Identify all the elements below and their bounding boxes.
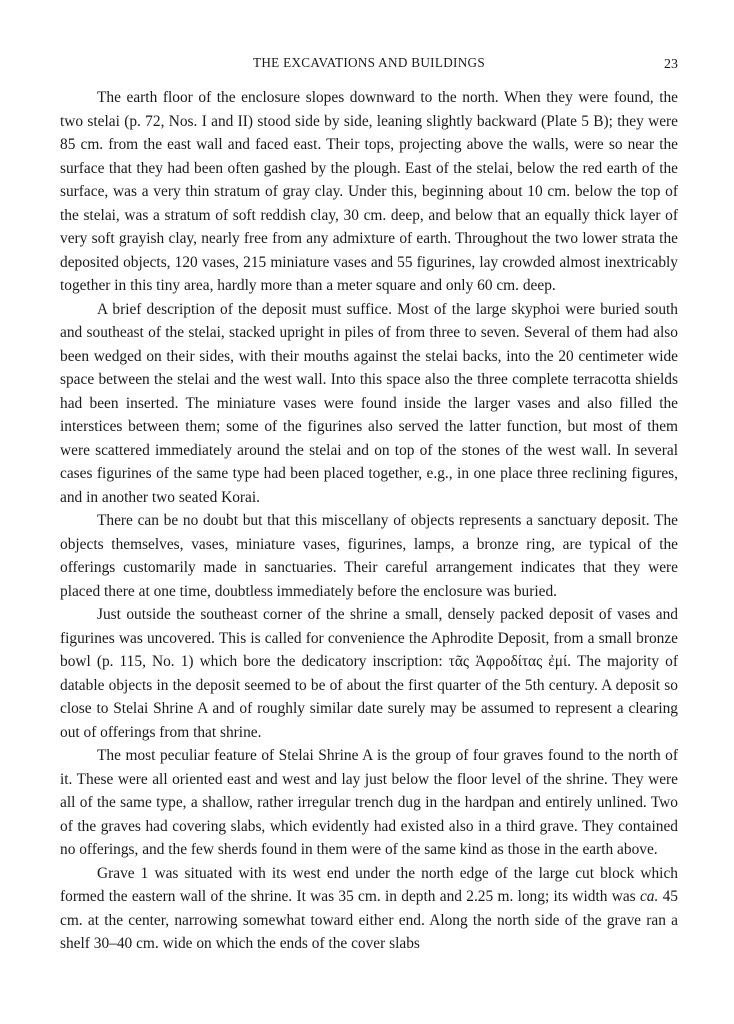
body-text — [60, 86, 678, 956]
paragraph-aphrodite-deposit — [60, 603, 678, 744]
greek-inscription: τᾶς Ἀφροδίτας ἐμί. — [448, 653, 571, 670]
grave1-text-after: 45 cm. at the center, narrowing somewhat toward either end. Along the north side of the grave ran a shelf 30–40 cm. wide on which the ends of the cover slabs — [60, 888, 678, 952]
page-number: 23 — [664, 57, 678, 72]
running-title: THE EXCAVATIONS AND BUILDINGS — [252, 55, 486, 70]
grave1-italic-ca: ca. — [639, 888, 659, 905]
aphrodite-text-after: The majority of datable objects in the deposit seemed to be of about the first quarter of the 5th century. A deposit so close to Stelai Shrine A and of roughly similar date surely may be assumed to represent a clearing out of offerings from that shrine. — [60, 653, 678, 741]
running-head — [60, 52, 678, 74]
paragraph-grave-1 — [60, 862, 678, 956]
paragraph-deposit-description: A brief description of the deposit must suffice. Most of the large skyphoi were buried south and southeast of the stelai, stacked upright in piles of from three to seven. Several of them had also been wedged on their sides, with their mouths against the stelai backs, into the 20 centimeter wide space between the stelai and the west wall. Into this space also the three complete terracotta shields had been inserted. The miniature vases were found inside the larger vases and also filled the interstices between them; some of the figurines also served the latter function, but most of them were scattered immediately around the stelai and on top of the stones of the west wall. In several cases figurines of the same type had been placed together, e.g., in one place three reclining figures, and in another two seated Korai. — [60, 300, 678, 506]
aphrodite-text-before: Just outside the southeast corner of the shrine a small, densely packed deposit of vases and figurines was uncovered. This is called for convenience the Aphrodite Deposit, from a small bronze bowl (p. 115, No. 1) which bore the dedicatory inscription: — [60, 606, 678, 670]
paragraph-sanctuary-deposit: There can be no doubt but that this miscellany of objects represents a sanctuary deposit. The objects themselves, vases, miniature vases, figurines, lamps, a bronze ring, are typical of the offerings customarily made in sanctuaries. Their careful arrangement indicates that they were placed there at one time, doubtless immediately before the enclosure was buried. — [60, 512, 678, 600]
paragraph-stelai-position: The earth floor of the enclosure slopes downward to the north. When they were found, the two stelai (p. 72, Nos. I and II) stood side by side, leaning slightly backward (Plate 5 B); they were 85 cm. from the east wall and faced east. Their tops, projecting above the walls, were so near the surface that they had been often gashed by the plough. East of the stelai, below the red earth of the surface, was a very thin stratum of gray clay. Under this, beginning about 10 cm. below the top of the stelai, was a stratum of soft reddish clay, 30 cm. deep, and below that an equally thick layer of very soft grayish clay, nearly free from any admixture of earth. Throughout the two lower strata the deposited objects, 120 vases, 215 miniature vases and 55 figurines, lay crowded almost inextricably together in this tiny area, hardly more than a meter square and only 60 cm. deep. — [60, 89, 678, 294]
paragraph-graves: The most peculiar feature of Stelai Shrine A is the group of four graves found to the north of it. These were all oriented east and west and lay just below the floor level of the shrine. They were all of the same type, a shallow, rather irregular trench dug in the hardpan and entirely unlined. Two of the graves had covering slabs, which evidently had existed also in a third grave. They contained no offerings, and the few sherds found in them were of the same kind as those in the earth above. — [60, 747, 678, 858]
grave1-text-before: Grave 1 was situated with its west end under the north edge of the large cut block which formed the eastern wall of the shrine. It was 35 cm. in depth and 2.25 m. long; its width was — [60, 864, 678, 905]
